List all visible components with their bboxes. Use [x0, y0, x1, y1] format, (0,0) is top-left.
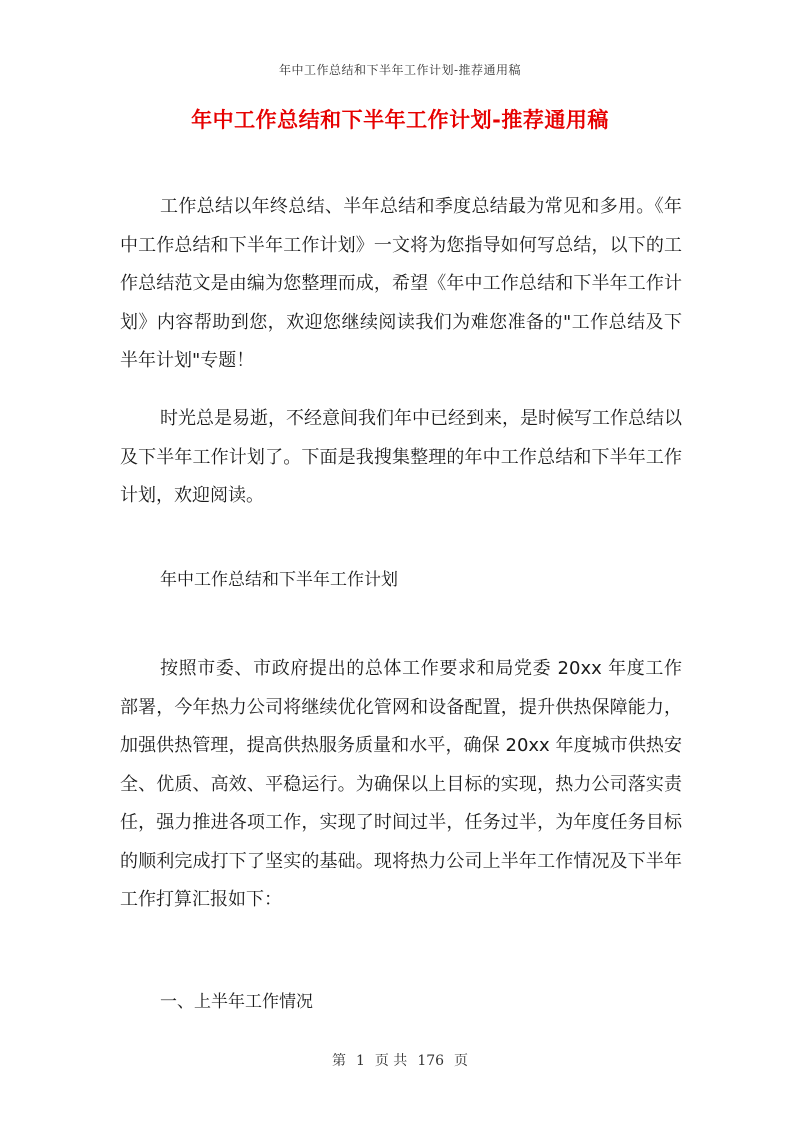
- page-number: 1: [355, 1053, 365, 1069]
- section-heading: 年中工作总结和下半年工作计划: [160, 570, 398, 590]
- time-paragraph: 时光总是易逝，不经意间我们年中已经到来，是时候写工作总结以及下半年工作计划了。下面是我搜集整理的年中工作总结和下半年工作计划，欢迎阅读。: [120, 408, 682, 506]
- document-title: 年中工作总结和下半年工作计划-推荐通用稿: [191, 108, 609, 132]
- intro-paragraph: 工作总结以年终总结、半年总结和季度总结最为常见和多用。《年中工作总结和下半年工作计划》一文将为您指导如何写总结，以下的工作总结范文是由编为您整理而成，希望《年中工作总结和下半年工作计划》内容帮助到您，欢迎您继续阅读我们为难您准备的"工作总结及下半年计划"专题！: [120, 196, 682, 371]
- page-prefix: 第: [331, 1053, 346, 1069]
- page-suffix: 页: [454, 1053, 469, 1069]
- running-header: 年中工作总结和下半年工作计划-推荐通用稿: [278, 63, 522, 77]
- total-pages: 176: [417, 1053, 445, 1069]
- subsection-heading: 一、上半年工作情况: [160, 992, 313, 1012]
- page-footer: [0, 1050, 800, 1070]
- work-report-paragraph: 按照市委、市政府提出的总体工作要求和局党委 20xx 年度工作部署，今年热力公司将继续优化管网和设备配置，提升供热保障能力，加强供热管理，提高供热服务质量和水平，确保 20xx 年度城市供热安全、优质、高效、平稳运行。为确保以上目标的实现，热力公司落实责任，强力推进各项工作，实现了时间过半，任务过半，为年度任务目标的顺利完成打下了坚实的基础。现将热力公司上半年工作情况及下半年工作打算汇报如下：: [120, 658, 682, 910]
- page-middle: 页 共: [374, 1053, 408, 1069]
